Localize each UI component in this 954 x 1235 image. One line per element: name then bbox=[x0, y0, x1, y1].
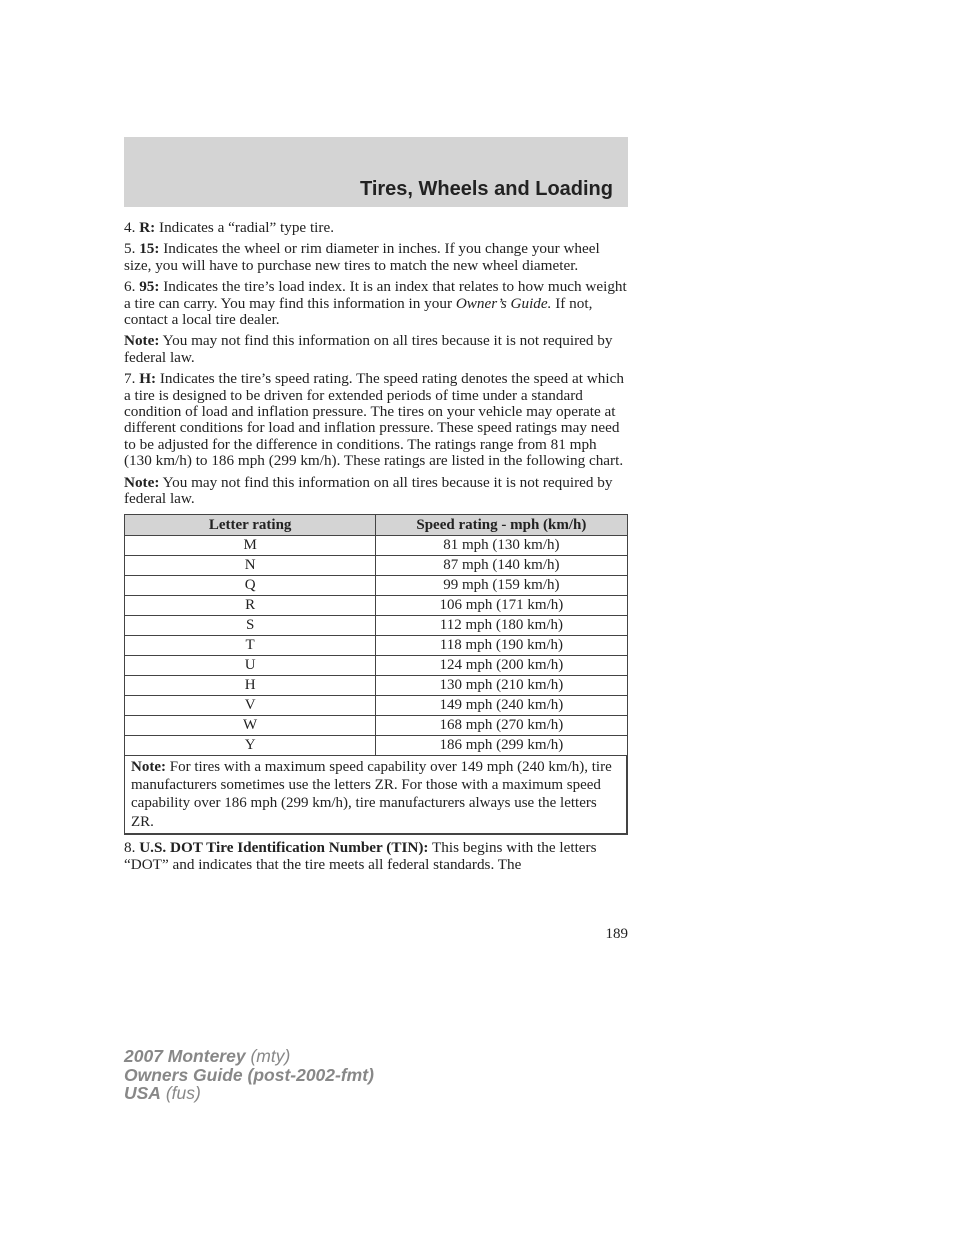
table-row bbox=[125, 575, 628, 595]
table-row bbox=[125, 595, 628, 615]
item-5: 5. 15: Indicates the wheel or rim diameter in inches. If you change your wheel size, you will have to purchase new tires to match the new wheel diameter. bbox=[124, 240, 600, 274]
letter-cell: T bbox=[125, 635, 376, 655]
speed-cell: 99 mph (159 km/h) bbox=[376, 575, 627, 595]
speed-cell: 186 mph (299 km/h) bbox=[376, 735, 627, 755]
footer-line-2: Owners Guide (post-2002-fmt) bbox=[124, 1064, 374, 1085]
item-6: 6. 95: Indicates the tire’s load index. It is an index that relates to how much weight a tire can carry. You may find this information in your Owner’s Guide. If not, contact a local tire dealer. bbox=[124, 278, 627, 329]
speed-cell: 149 mph (240 km/h) bbox=[376, 695, 627, 715]
speed-cell: 168 mph (270 km/h) bbox=[376, 715, 627, 735]
table-row bbox=[125, 615, 628, 635]
item-4: 4. R: Indicates a “radial” type tire. bbox=[124, 219, 334, 236]
table-row bbox=[125, 655, 628, 675]
table-header-row bbox=[125, 514, 628, 535]
letter-cell: Q bbox=[125, 575, 376, 595]
letter-cell: H bbox=[125, 675, 376, 695]
table-row bbox=[125, 715, 628, 735]
table-note-row bbox=[125, 755, 628, 834]
column-header-speed: Speed rating - mph (km/h) bbox=[376, 514, 627, 535]
table-row bbox=[125, 635, 628, 655]
table-row bbox=[125, 555, 628, 575]
section-title: Tires, Wheels and Loading bbox=[359, 178, 613, 200]
speed-rating-table bbox=[124, 514, 628, 836]
footer-line-1: 2007 Monterey (mty) bbox=[124, 1046, 291, 1066]
speed-cell: 124 mph (200 km/h) bbox=[376, 655, 627, 675]
item-8: 8. U.S. DOT Tire Identification Number (TIN): This begins with the letters “DOT” and indicates that the tire meets all federal standards. The bbox=[124, 839, 597, 873]
letter-cell: M bbox=[125, 535, 376, 555]
note-2: Note: You may not find this information on all tires because it is not required by federal law. bbox=[124, 473, 613, 508]
table-row bbox=[125, 535, 628, 555]
speed-cell: 87 mph (140 km/h) bbox=[376, 555, 627, 575]
table-row bbox=[125, 675, 628, 695]
document-footer bbox=[124, 1047, 374, 1103]
letter-cell: S bbox=[125, 615, 376, 635]
letter-cell: V bbox=[125, 695, 376, 715]
letter-cell: R bbox=[125, 595, 376, 615]
speed-cell: 130 mph (210 km/h) bbox=[376, 675, 627, 695]
section-header-band bbox=[124, 137, 628, 207]
table-row bbox=[125, 735, 628, 755]
table-row bbox=[125, 695, 628, 715]
letter-cell: Y bbox=[125, 735, 376, 755]
note-1: Note: You may not find this information on all tires because it is not required by federal law. bbox=[124, 332, 613, 366]
letter-cell: W bbox=[125, 715, 376, 735]
speed-cell: 106 mph (171 km/h) bbox=[376, 595, 627, 615]
column-header-letter: Letter rating bbox=[125, 514, 376, 535]
letter-cell: N bbox=[125, 555, 376, 575]
speed-cell: 118 mph (190 km/h) bbox=[376, 635, 627, 655]
page-number: 189 bbox=[605, 926, 628, 942]
speed-cell: 81 mph (130 km/h) bbox=[376, 535, 627, 555]
page-content bbox=[124, 220, 628, 878]
table-note: Note: For tires with a maximum speed capability over 149 mph (240 km/h), tire manufacturers sometimes use the letters ZR. For those with a maximum speed capability over 186 mph (299 km/h), tire manufacturers always use the letters ZR. bbox=[125, 755, 628, 834]
item-7: 7. H: Indicates the tire’s speed rating. The speed rating denotes the speed at which a tire is designed to be driven for extended periods of time under a standard condition of load and inflation pressure. The tires on your vehicle may operate at different conditions for load and inflation pressure. These speed ratings may need to be adjusted for the difference in conditions. The ratings range from 81 mph (130 km/h) to 186 mph (299 km/h). These ratings are listed in the following chart. bbox=[124, 370, 624, 470]
speed-cell: 112 mph (180 km/h) bbox=[376, 615, 627, 635]
footer-line-3: USA (fus) bbox=[124, 1083, 201, 1103]
letter-cell: U bbox=[125, 655, 376, 675]
